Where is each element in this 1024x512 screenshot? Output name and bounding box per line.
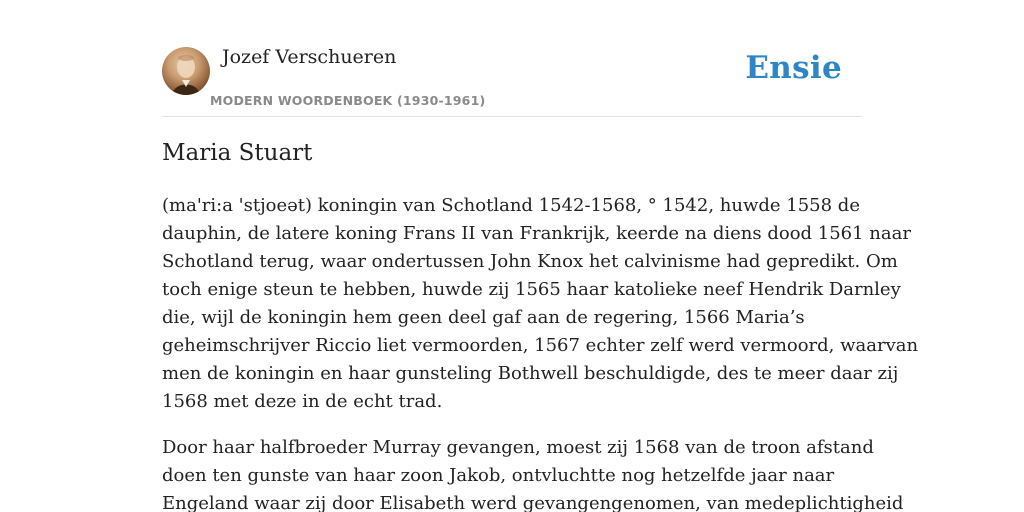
article-body: [162, 192, 919, 512]
text-line: dauphin, de latere koning Frans II van Frankrijk, keerde na diens dood 1561 naar: [162, 223, 911, 244]
source-label[interactable]: MODERN WOORDENBOEK (1930-1961): [210, 93, 486, 108]
text-line: 1568 met deze in de echt trad.: [162, 391, 443, 412]
article-title: Maria Stuart: [162, 140, 313, 166]
site-logo[interactable]: Ensie: [745, 50, 842, 86]
text-line: Engeland waar zij door Elisabeth werd gevangengenomen, van medeplichtigheid: [162, 493, 904, 512]
text-line: Schotland terug, waar ondertussen John Knox het calvinisme had gepredikt. Om: [162, 251, 898, 272]
text-line: (ma'ri:a 'stjoeət) koningin van Schotland 1542-1568, ° 1542, huwde 1558 de: [162, 195, 860, 216]
text-line: Door haar halfbroeder Murray gevangen, moest zij 1568 van de troon afstand: [162, 437, 874, 458]
text-line: die, wijl de koningin hem geen deel gaf aan de regering, 1566 Maria’s: [162, 307, 805, 328]
author-portrait-icon: [162, 47, 210, 95]
author-avatar[interactable]: [162, 47, 210, 95]
text-line: doen ten gunste van haar zoon Jakob, ontvluchtte nog hetzelfde jaar naar: [162, 465, 835, 486]
paragraph-1: [162, 192, 919, 416]
author-name[interactable]: Jozef Verschueren: [222, 46, 397, 68]
text-line: men de koningin en haar gunsteling Bothwell beschuldigde, des te meer daar zij: [162, 363, 899, 384]
text-line: toch enige steun te hebben, huwde zij 1565 haar katolieke neef Hendrik Darnley: [162, 279, 901, 300]
paragraph-2: [162, 434, 904, 512]
header: [162, 0, 862, 117]
text-line: geheimschrijver Riccio liet vermoorden, 1567 echter zelf werd vermoord, waarvan: [162, 335, 919, 356]
